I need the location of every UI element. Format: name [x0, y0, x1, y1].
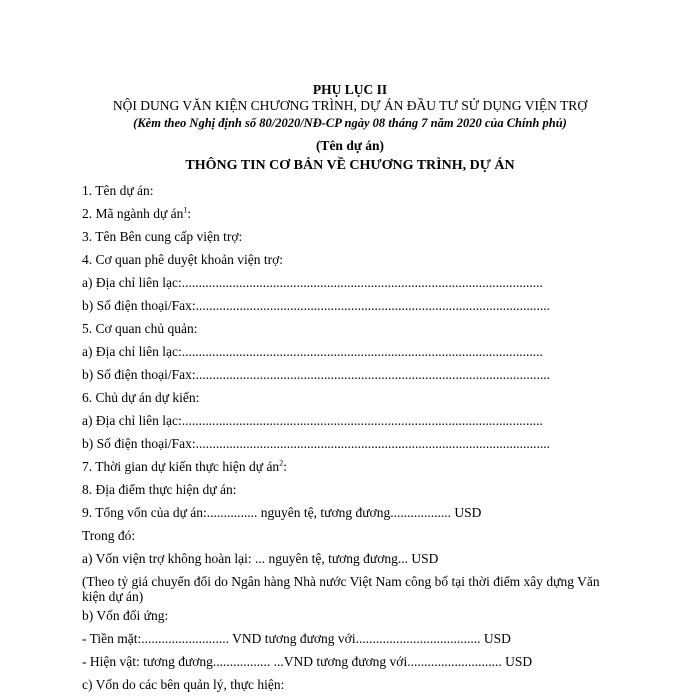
item-of-which: Trong đó:: [82, 528, 136, 543]
item-project-name: 1. Tên dự án:: [82, 183, 154, 198]
item-managed-capital: c) Vốn do các bên quản lý, thực hiện:: [82, 677, 285, 692]
item-project-owner: 6. Chủ dự án dự kiến:: [82, 390, 200, 405]
item-total-capital: 9. Tổng vốn của dự án:............... nguyên tệ, tương đương.................. USD: [82, 505, 482, 520]
item-duration-colon: :: [283, 459, 287, 474]
item-governing-agency-phone: b) Số điện thoại/Fax:.........................................................................................................: [82, 367, 550, 382]
item-duration: [82, 458, 287, 475]
appendix-label: PHỤ LỤC II: [312, 82, 388, 97]
item-governing-agency: 5. Cơ quan chủ quản:: [82, 321, 198, 336]
document-subtitle: (Kèm theo Nghị định số 80/2020/NĐ-CP ngày 08 tháng 7 năm 2020 của Chính phủ): [133, 116, 567, 130]
item-sector-code: [82, 205, 191, 222]
item-in-kind: - Hiện vật: tương đương................. ...VND tương đương với............................ USD: [82, 654, 533, 669]
exchange-rate-note-line1: (Theo tỷ giá chuyển đổi do Ngân hàng Nhà nước Việt Nam công bố tại thời điểm xây dựng Văn: [82, 574, 600, 589]
item-approving-agency-address: a) Địa chỉ liên lạc:...........................................................................................................: [82, 275, 543, 290]
item-governing-agency-address: a) Địa chỉ liên lạc:...........................................................................................................: [82, 344, 543, 359]
item-sector-code-colon: :: [187, 206, 192, 221]
footnote-ref-1: 1: [183, 205, 188, 215]
item-donor-name: 3. Tên Bên cung cấp viện trợ:: [82, 229, 243, 244]
item-approving-agency-phone: b) Số điện thoại/Fax:.........................................................................................................: [82, 298, 550, 313]
document-title: NỘI DUNG VĂN KIỆN CHƯƠNG TRÌNH, DỰ ÁN ĐẦU TƯ SỬ DỤNG VIỆN TRỢ: [112, 98, 588, 113]
item-project-owner-address: a) Địa chỉ liên lạc:...........................................................................................................: [82, 413, 543, 428]
item-project-owner-phone: b) Số điện thoại/Fax:.........................................................................................................: [82, 436, 550, 451]
item-location: 8. Địa điểm thực hiện dự án:: [82, 482, 237, 497]
footnote-ref-2: 2: [279, 458, 284, 468]
item-duration-label: 7. Thời gian dự kiến thực hiện dự án: [82, 459, 280, 474]
item-cash: - Tiền mặt:.......................... VND tương đương với..................................... USD: [82, 631, 511, 646]
item-non-refundable-aid: a) Vốn viện trợ không hoàn lại: ... nguyên tệ, tương đương... USD: [82, 551, 439, 566]
exchange-rate-note-line2: kiện dự án): [82, 589, 144, 604]
item-approving-agency: 4. Cơ quan phê duyệt khoản viện trợ:: [82, 252, 283, 267]
section-title: THÔNG TIN CƠ BẢN VỀ CHƯƠNG TRÌNH, DỰ ÁN: [185, 158, 515, 173]
item-sector-code-label: 2. Mã ngành dự án: [82, 206, 184, 221]
item-counterpart-capital: b) Vốn đối ứng:: [82, 608, 169, 623]
project-name-placeholder: (Tên dự án): [315, 138, 385, 153]
